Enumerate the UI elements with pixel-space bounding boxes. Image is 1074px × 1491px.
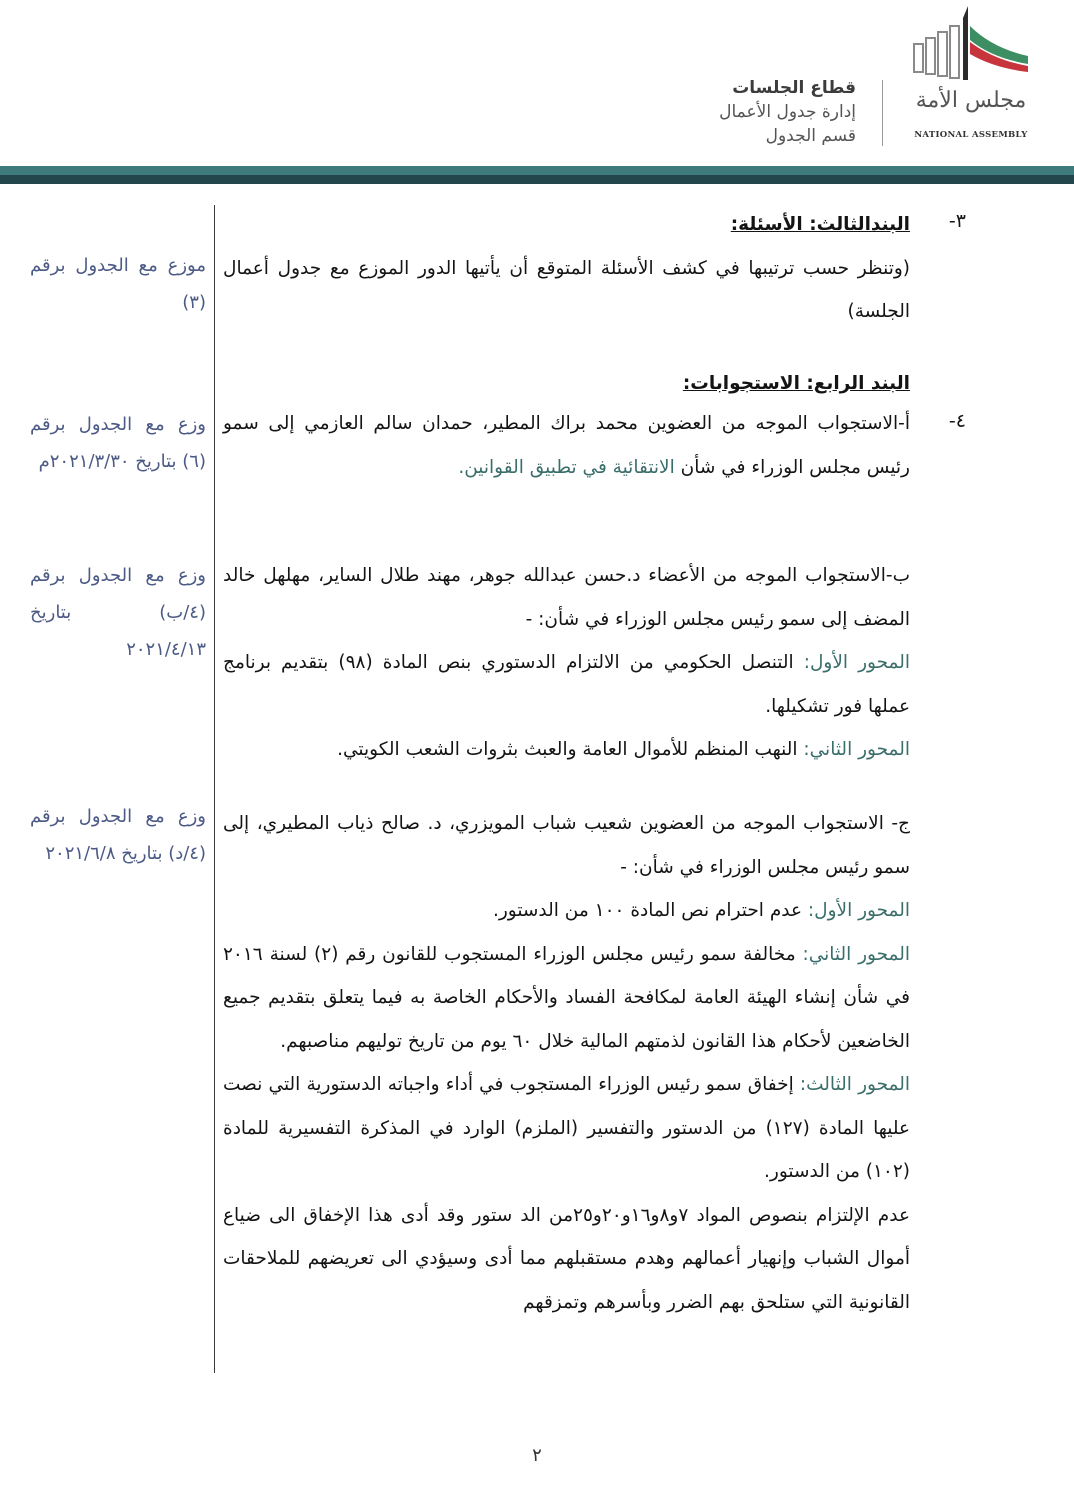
axis-text: إخفاق سمو رئيس الوزراء المستجوب في أداء واجباته الدستورية التي نصت عليها المادة (١٢٧) من الدستور والتفسير (الملزم) الوارد في المذكرة التفسيرية للمادة (١٠٢) من الدستور. <box>223 1074 910 1182</box>
header-band-dark <box>0 175 1074 184</box>
interpellation-b <box>223 554 910 772</box>
item-3-block <box>223 203 910 334</box>
axis-label: المحور الثاني: <box>803 739 910 760</box>
axis-text: مخالفة سمو رئيس مجلس الوزراء المستجوب للقانون رقم (٢) لسنة ٢٠١٦ في شأن إنشاء الهيئة العامة لمكافحة الفساد والأحكام الخاصة به فيما يتعلق بتقديم جميع الخاضعين لأحكام هذا القانون لذمتهم المالية خلال ٦٠ يوم من تاريخ توليهم مناصبهم. <box>223 943 910 1052</box>
section-name: قسم الجدول <box>765 126 856 146</box>
logo-english-text: NATIONAL ASSEMBLY <box>914 130 1028 140</box>
page-number: ٢ <box>532 1445 542 1466</box>
distribution-note: وزع مع الجدول برقم (٤/ب) بتاريخ ٢٠٢١/٤/١٣ <box>30 565 206 660</box>
department-block <box>719 76 856 148</box>
interpellation-subject: الانتقائية في تطبيق القوانين. <box>458 456 675 478</box>
interpellation-text: ب-الاستجواب الموجه من الأعضاء د.حسن عبدالله جوهر، مهند طلال الساير، مهلهل خالد المضف إلى سمو رئيس مجلس الوزراء في شأن: - <box>223 565 910 630</box>
page-header <box>0 0 1074 190</box>
distribution-note: موزع مع الجدول برقم (٣) <box>30 255 206 313</box>
distribution-note: وزع مع الجدول برقم (٤/د) بتاريخ ٢٠٢١/٦/٨ <box>30 806 206 864</box>
interpellation-a <box>223 402 910 489</box>
axis-label: المحور الأول: <box>803 652 911 673</box>
item-text: (وتنظر حسب ترتيبها في كشف الأسئلة المتوقع أن يأتيها الدور الموزع مع جدول أعمال الجلسة) <box>223 257 910 322</box>
axis-text: التنصل الحكومي من الالتزام الدستوري بنص المادة (٩٨) بتقديم برنامج عملها فور تشكيلها. <box>223 652 910 717</box>
item-number: ٣- <box>948 210 966 232</box>
sector-name: قطاع الجلسات <box>732 78 856 98</box>
axis-continuation: عدم الإلتزام بنصوص المواد ٧و٨و١٦و٢٠و٢٥من الد ستور وقد أدى هذا الإخفاق الى ضياع أموال الشباب وإنهيار أعمالهم وهدم مستقبلهم مما أدى وسيؤدي الى تعريضهم للملاحقات القانونية التي ستلحق بهم الضرر وبأسرهم وتمزقهم <box>223 1204 910 1313</box>
item-number: ٤- <box>948 410 966 432</box>
column-divider <box>214 205 215 1373</box>
axis-label: المحور الثالث: <box>799 1074 910 1095</box>
interpellation-text: ج- الاستجواب الموجه من العضوين شعيب شباب المويزري، د. صالح ذياب المطيري، إلى سمو رئيس مجلس الوزراء في شأن: - <box>223 813 910 878</box>
item-title: البند الرابع: الاستجوابات: <box>682 373 910 394</box>
header-divider <box>882 80 883 146</box>
header-band-light <box>0 166 1074 175</box>
interpellation-c <box>223 802 910 1324</box>
axis-label: المحور الثاني: <box>802 943 910 965</box>
administration-name: إدارة جدول الأعمال <box>719 102 856 122</box>
distribution-note: وزع مع الجدول برقم (٦) بتاريخ ٢٠٢١/٣/٣٠م <box>30 414 206 472</box>
axis-text: عدم احترام نص المادة ١٠٠ من الدستور. <box>492 900 808 921</box>
interpellation-text: أ-الاستجواب الموجه من العضوين محمد براك المطير، حمدان سالم العازمي إلى سمو رئيس مجلس الوزراء في شأن <box>223 413 910 478</box>
logo-arabic-text: مجلس الأمة <box>915 88 1027 113</box>
item-title: البندالثالث: الأسئلة: <box>730 214 910 235</box>
axis-label: المحور الأول: <box>807 900 910 921</box>
item-4-title-block <box>223 362 910 406</box>
axis-text: النهب المنظم للأموال العامة والعبث بثروات الشعب الكويتي. <box>337 739 804 760</box>
